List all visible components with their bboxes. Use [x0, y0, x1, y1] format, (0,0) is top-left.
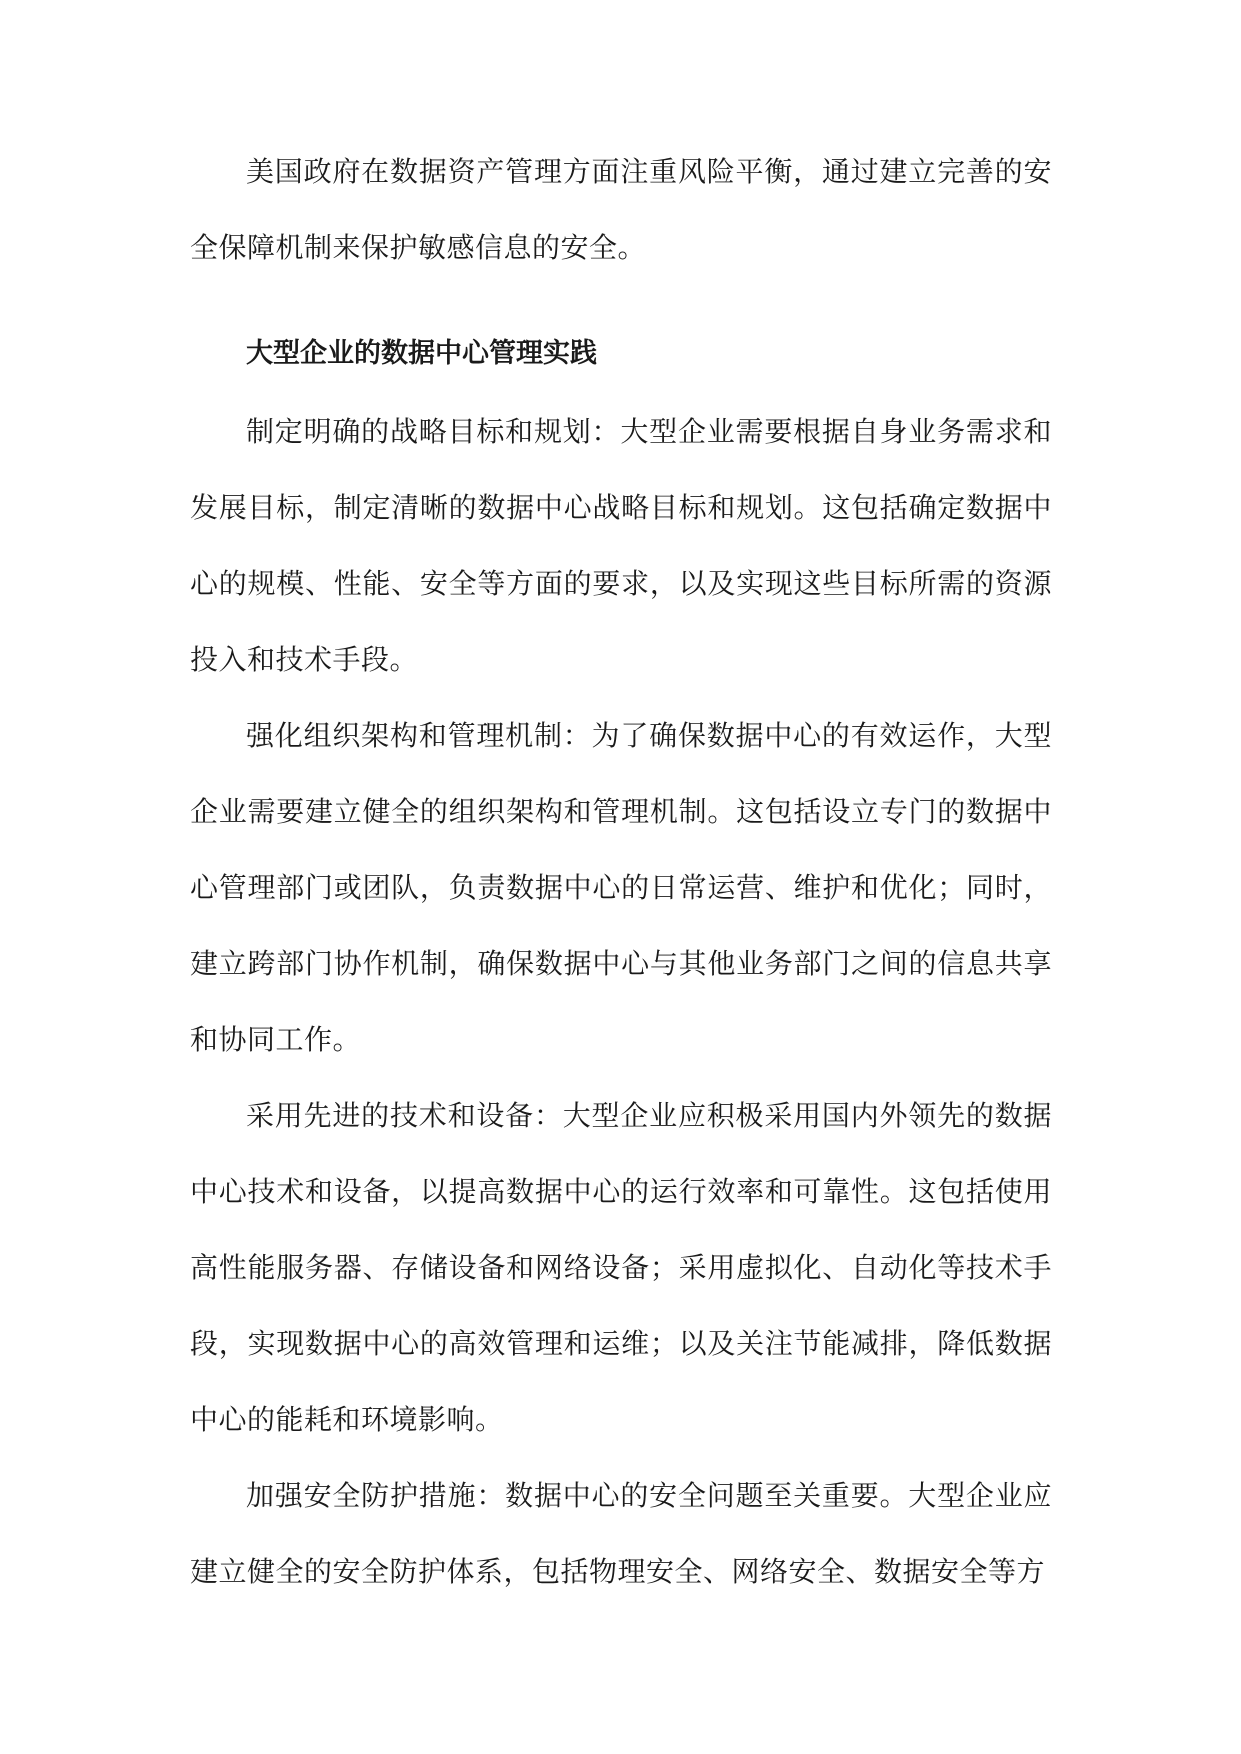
paragraph-advanced-technology: 采用先进的技术和设备：大型企业应积极采用国内外领先的数据中心技术和设备，以提高数据中心的运行效率和可靠性。这包括使用高性能服务器、存储设备和网络设备；采用虚拟化、自动化等技术手段，实现数据中心的高效管理和运维；以及关注节能减排，降低数据中心的能耗和环境影响。 — [190, 1099, 1052, 1436]
paragraph-strategy-planning: 制定明确的战略目标和规划：大型企业需要根据自身业务需求和发展目标，制定清晰的数据中心战略目标和规划。这包括确定数据中心的规模、性能、安全等方面的要求，以及实现这些目标所需的资源投入和技术手段。 — [190, 415, 1052, 676]
paragraph-us-government-risk-balance: 美国政府在数据资产管理方面注重风险平衡，通过建立完善的安全保障机制来保护敏感信息的安全。 — [190, 155, 1052, 264]
paragraph-organization-management: 强化组织架构和管理机制：为了确保数据中心的有效运作，大型企业需要建立健全的组织架构和管理机制。这包括设立专门的数据中心管理部门或团队，负责数据中心的日常运营、维护和优化；同时，建立跨部门协作机制，确保数据中心与其他业务部门之间的信息共享和协同工作。 — [190, 719, 1052, 1056]
section-heading: 大型企业的数据中心管理实践 — [246, 338, 597, 369]
paragraph-security-protection: 加强安全防护措施：数据中心的安全问题至关重要。大型企业应建立健全的安全防护体系，包括物理安全、网络安全、数据安全等方 — [190, 1479, 1052, 1588]
